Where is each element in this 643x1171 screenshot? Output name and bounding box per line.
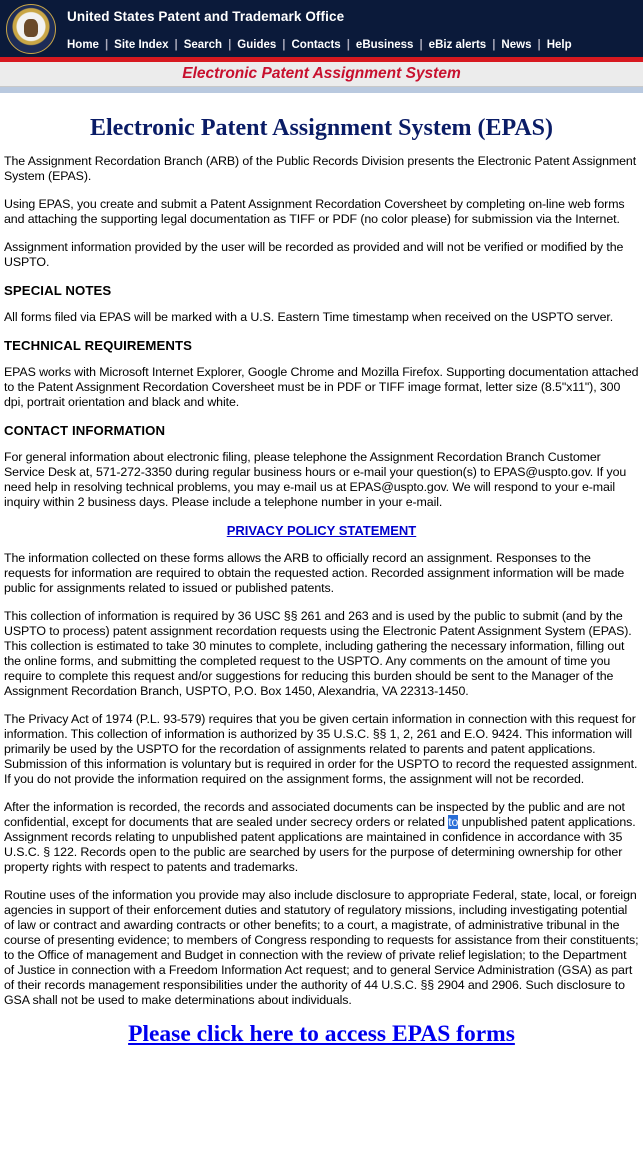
intro-paragraph: Using EPAS, you create and submit a Patent Assignment Recordation Coversheet by completing on-line web forms and attaching the supporting legal documentation as TIFF or PDF (no color please) for submission via the Internet.	[4, 197, 625, 226]
technical-requirements-heading: TECHNICAL REQUIREMENTS	[4, 338, 193, 353]
nav-guides[interactable]: Guides	[237, 39, 277, 51]
privacy-paragraph: The Privacy Act of 1974 (P.L. 93-579) requires that you be given certain information in connection with this request for information. This collection of information is authorized by 35 U.S.C. §§ 1, 2, 261 and E.O. 9424. This information will primarily be used by the USPTO for the recordation of assignments related to parents and patent applications. Submission of this information is voluntary but is required in order for the USPTO to record the requested assignment. If you do not provide the information required on the assignment forms, the assignment will not be recorded.	[4, 712, 638, 786]
nav-separator: |	[419, 39, 423, 51]
nav-ebiz-alerts[interactable]: eBiz alerts	[428, 39, 487, 51]
uspto-seal-icon[interactable]	[6, 4, 56, 54]
after-info-text: unpublished patent applications. Assignment records relating to unpublished patent applications are maintained in confidence in accordance with 35 U.S.C. § 122. Records open to the public are searched by users for the purpose of determining ownership for other property rights with respect to patents and trademarks.	[4, 815, 636, 874]
nav-help[interactable]: Help	[546, 39, 572, 51]
subtitle-bar	[0, 62, 643, 87]
nav-separator: |	[492, 39, 496, 51]
routine-uses-paragraph: Routine uses of the information you provide may also include disclosure to appropriate Federal, state, local, or foreign agencies in support of their enforcement duties and statutory of regulatory missions, including investigating potential of law or contract and awarding contracts or other benefits; to a court, a magistrate, of administrative tribunal in the course of presenting evidence; to members of Congress responding to requests for assistance from their constituents; to the Office of management and Budget in connection with the review of private relief legislation; to the Department of Justice in connection with a Freedom Information Act request; and to general Service Administration (GSA) as part of their records management responsibilities under the authority of 44 U.S.C. §§ 2904 and 2906. Such disclosure to GSA shall not be used to make determinations about individuals.	[4, 888, 639, 1007]
nav-contacts[interactable]: Contacts	[291, 39, 341, 51]
special-notes-text: All forms filed via EPAS will be marked with a U.S. Eastern Time timestamp when received on the USPTO server.	[4, 310, 614, 324]
nav-separator: |	[537, 39, 541, 51]
contact-information-text: For general information about electronic filing, please telephone the Assignment Recordation Branch Customer Service Desk at, 571-272-3350 during regular business hours or e-mail your question(s) to EPAS@uspto.gov. If you need help in resolving technical problems, you may e-mail us at EPAS@uspto.gov. We will respond to your e-mail inquiry within 2 business days. Please include a telephone number in your e-mail.	[4, 450, 627, 509]
main-content	[0, 115, 643, 1048]
nav-news[interactable]: News	[501, 39, 532, 51]
selected-text-highlight: to	[448, 815, 459, 829]
nav-site-index[interactable]: Site Index	[114, 39, 169, 51]
intro-paragraph: Assignment information provided by the user will be recorded as provided and will not be verified or modified by the USPTO.	[4, 240, 624, 269]
privacy-paragraph: The information collected on these forms allows the ARB to officially record an assignment. Responses to the requests for information are required to obtain the requested action. Recorded assignment information will be made public for assignments related to issued or published patents.	[4, 551, 625, 595]
nav-ebusiness[interactable]: eBusiness	[355, 39, 414, 51]
access-epas-forms-link[interactable]: Please click here to access EPAS forms	[128, 1021, 515, 1047]
system-subtitle: Electronic Patent Assignment System	[182, 65, 461, 82]
nav-home[interactable]: Home	[67, 39, 99, 51]
privacy-link-container	[4, 523, 639, 538]
nav-separator: |	[228, 39, 232, 51]
nav-separator: |	[346, 39, 350, 51]
nav-separator: |	[282, 39, 286, 51]
subtitle-divider	[0, 87, 643, 93]
intro-paragraph: The Assignment Recordation Branch (ARB) of the Public Records Division presents the Electronic Patent Assignment System (EPAS).	[4, 154, 637, 183]
special-notes-heading: SPECIAL NOTES	[4, 283, 112, 298]
org-title: United States Patent and Trademark Office	[67, 9, 345, 24]
top-nav	[61, 39, 578, 51]
nav-search[interactable]: Search	[183, 39, 223, 51]
nav-separator: |	[104, 39, 109, 51]
privacy-policy-link[interactable]: PRIVACY POLICY STATEMENT	[226, 523, 417, 538]
after-info-text: After the information is recorded, the records and associated documents can be inspected by the public and are not confidential, except for documents that are sealed under secrecy orders or related	[4, 800, 625, 829]
access-forms-container	[4, 1021, 639, 1048]
page-title: Electronic Patent Assignment System (EPAS)	[89, 115, 554, 141]
technical-requirements-text: EPAS works with Microsoft Internet Explorer, Google Chrome and Mozilla Firefox. Supporting documentation attached to the Patent Assignment Recordation Coversheet must be in PDF or TIFF image format, letter size (8.5"x11"), 300 dpi, portrait orientation and black and white.	[4, 365, 639, 409]
site-header	[0, 0, 643, 57]
after-info-paragraph	[4, 800, 639, 875]
privacy-paragraph: This collection of information is required by 36 USC §§ 261 and 263 and is used by the public to submit (and by the USPTO to process) patent assignment recordation requests using the Electronic Patent Assignment System (EPAS). This collection is estimated to take 30 minutes to complete, including gathering the necessary information, filling out the online forms, and submitting the completed request to the USPTO. Any comments on the amount of time you require to complete this request and/or suggestions for reducing this burden should be sent to the Manager of the Assignment Recordation Branch, USPTO, P.O. Box 1450, Alexandria, VA 22313-1450.	[4, 609, 632, 698]
nav-separator: |	[174, 39, 178, 51]
contact-information-heading: CONTACT INFORMATION	[4, 423, 166, 438]
